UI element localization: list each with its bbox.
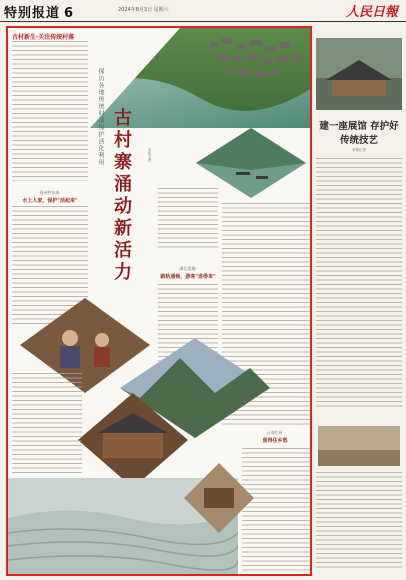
main-deck: 探访各地传统村落保护活化利用 [97, 68, 104, 166]
right-story-photo [318, 426, 400, 466]
sub-article-1-kicker: 贵州黔东南· [39, 190, 61, 195]
lower-left-text [12, 373, 82, 473]
section-label: 特别报道 [4, 6, 61, 21]
right-story-text-2 [316, 472, 402, 568]
header-rule [0, 21, 406, 22]
main-story-frame [6, 26, 312, 576]
right-story-text [316, 158, 402, 408]
sub-article-3-kicker: 云南红河· [266, 430, 284, 435]
right-story-title: 建一座展馆 存护好传统技艺 [319, 121, 399, 146]
craft-photo [184, 463, 254, 533]
right-story-illustration [318, 426, 400, 466]
craft-illustration [184, 463, 254, 533]
wooden-houses-photo [78, 393, 188, 488]
sub-article-2-title: 路轨通畅，游客"进得来" [160, 274, 216, 280]
right-story-author: 本报记者 [352, 148, 366, 152]
page-number: 6 [64, 6, 75, 21]
sub-article-3-title: 留得住乡愁 [262, 438, 288, 444]
sub-article-2-kicker: 湖北恩施· [179, 266, 197, 271]
sub-article-1-heading [12, 190, 88, 204]
main-title: 古村寨涌动新活力 [111, 108, 132, 284]
sub-article-2-heading [158, 266, 218, 280]
wooden-houses-illustration [78, 393, 188, 488]
hall-photo [316, 38, 402, 110]
page-header [0, 0, 406, 22]
issue-date: 2024年8月3日 星期六 [118, 7, 169, 13]
main-byline: 本报记者 [148, 148, 152, 162]
section-title [4, 2, 74, 21]
middle-text-1 [158, 188, 218, 248]
intro-text-column [12, 41, 88, 181]
column-label: 古村新生·关注传统村落 [12, 34, 75, 41]
hall-illustration [316, 38, 402, 110]
sub-article-1-title: 水上人家，保护"活起来" [22, 198, 78, 204]
newspaper-logo: 人民日報 [345, 5, 398, 20]
sub-article-3-heading [240, 430, 310, 444]
right-story [316, 26, 402, 576]
